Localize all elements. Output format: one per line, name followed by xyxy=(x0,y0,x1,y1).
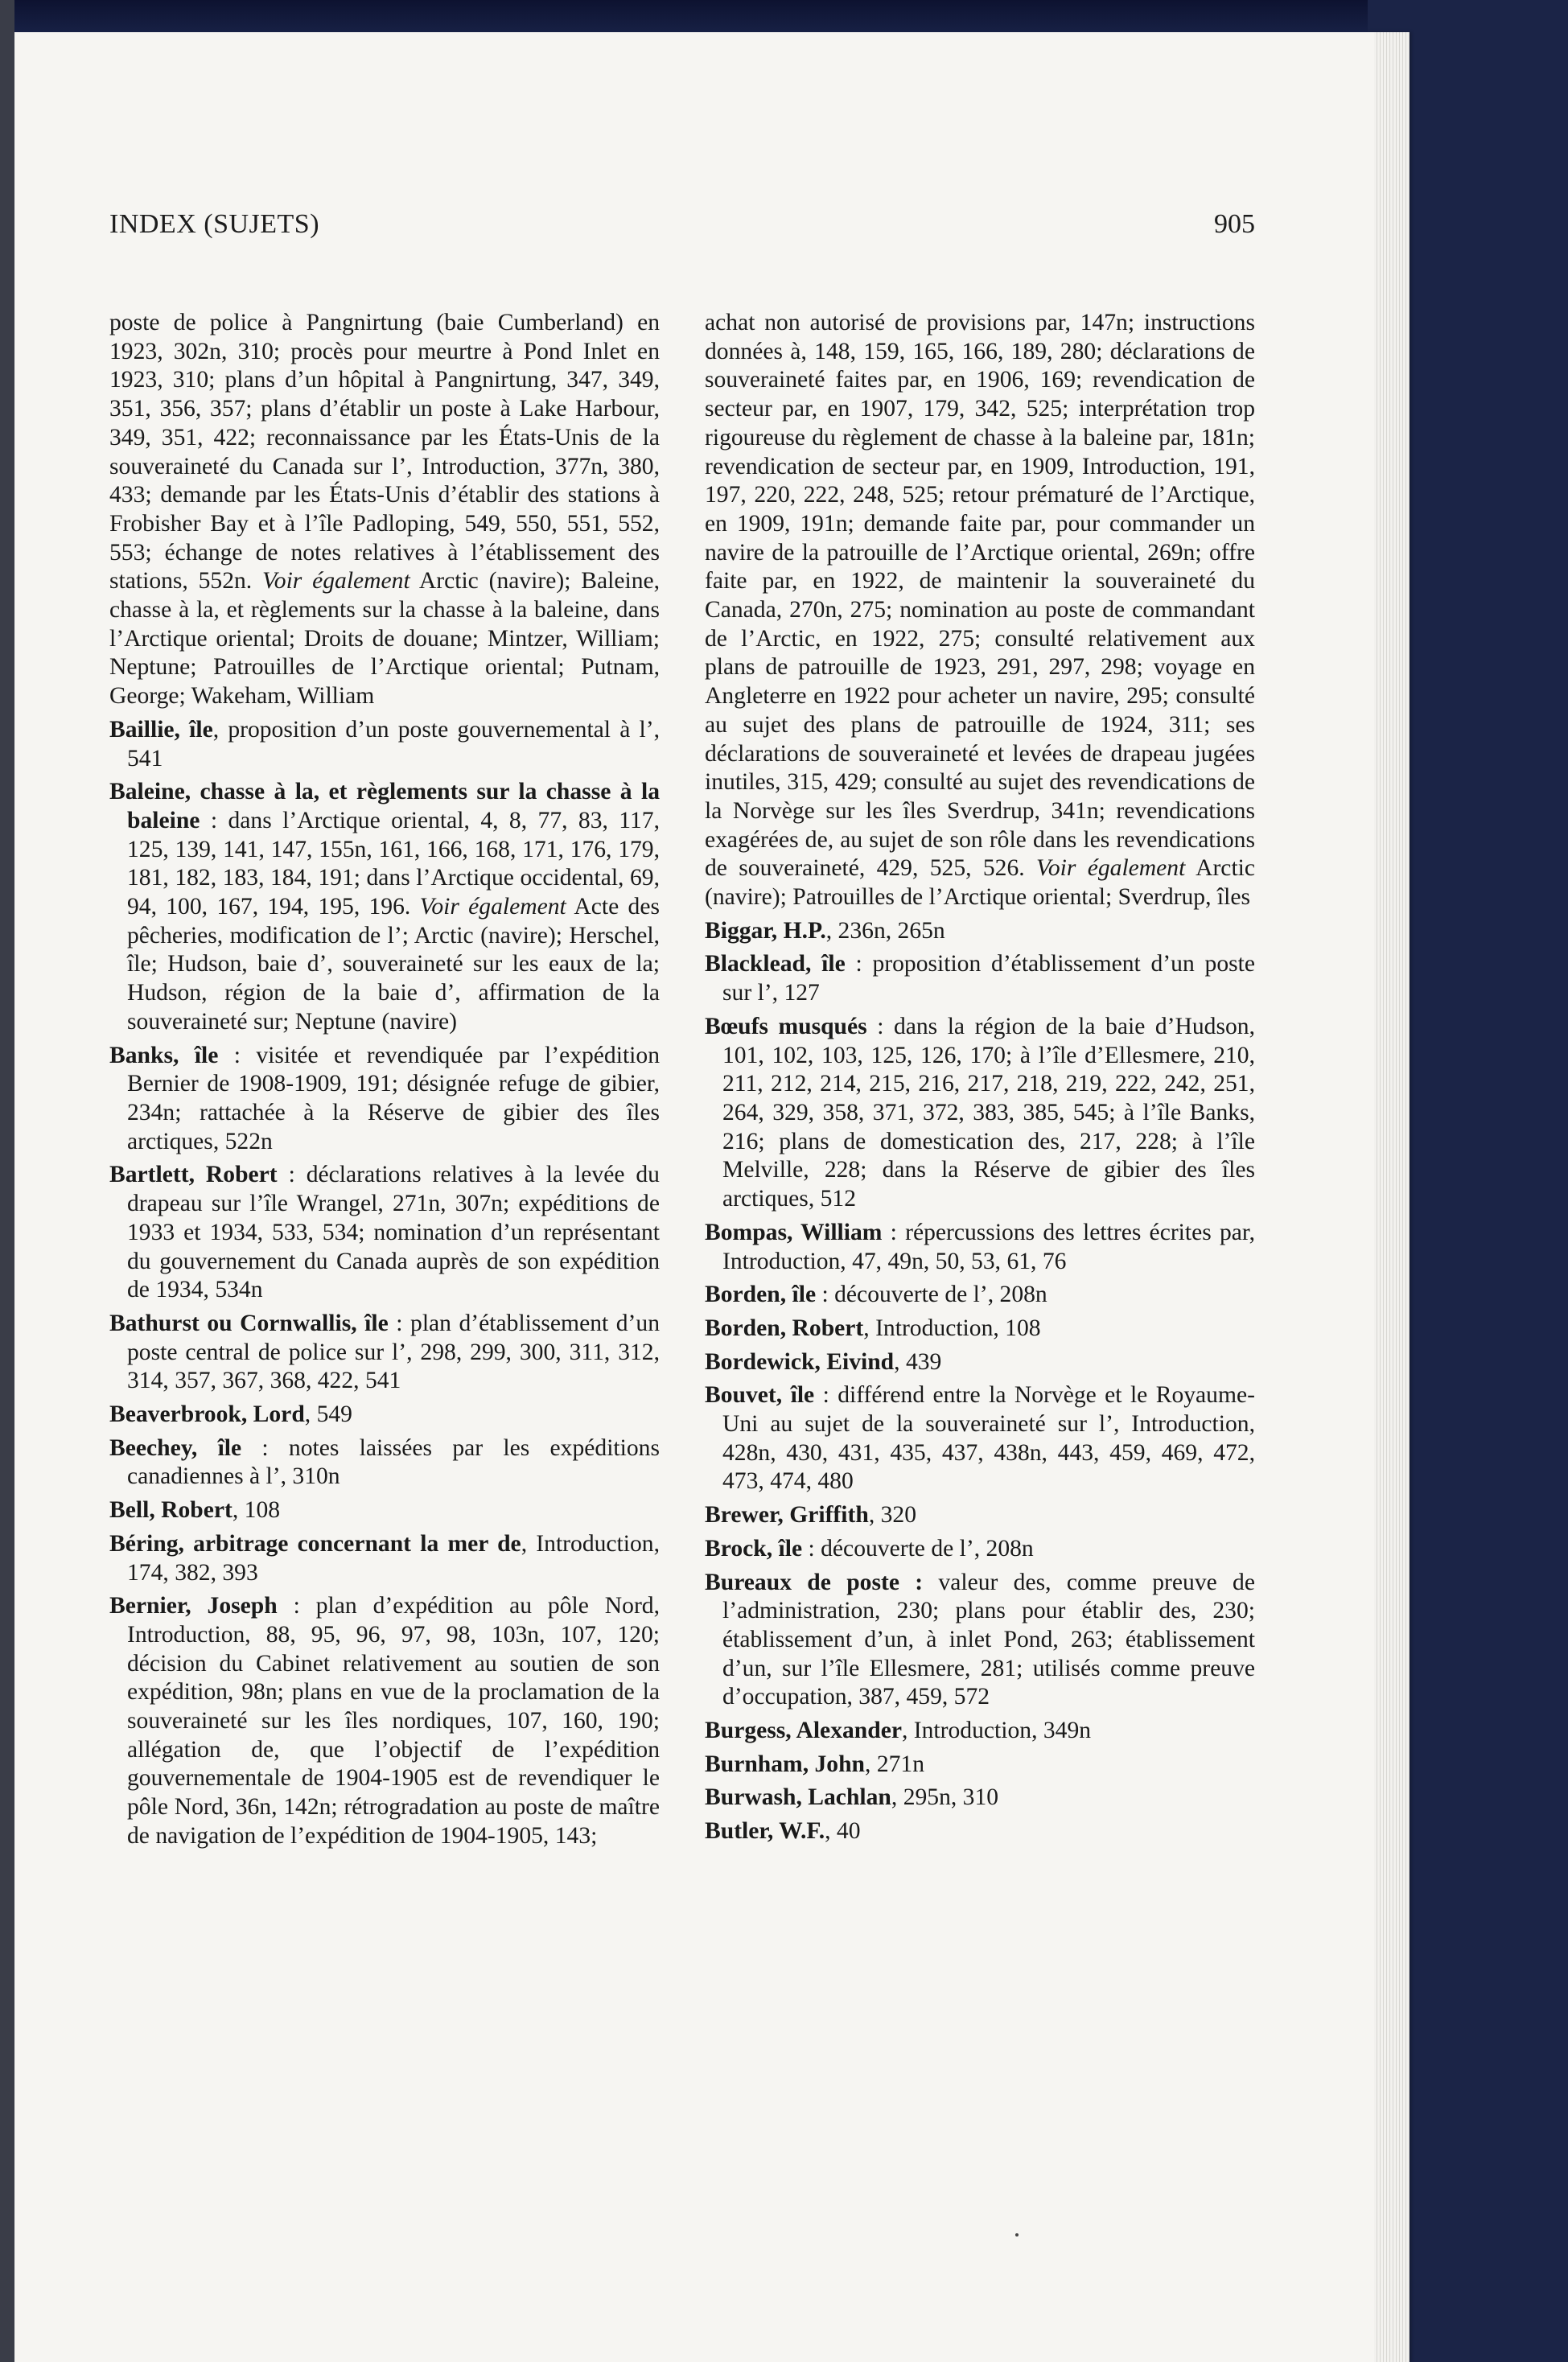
entry-heading: Bernier, Joseph xyxy=(109,1593,278,1619)
entry-heading: Bompas, William xyxy=(705,1219,883,1245)
index-entry xyxy=(109,716,660,773)
entry-heading: Bordewick, Eivind xyxy=(705,1348,895,1375)
running-title: INDEX (SUJETS) xyxy=(109,209,320,239)
index-entry xyxy=(109,309,660,711)
entry-body: , 108 xyxy=(232,1497,281,1524)
entry-heading: Beechey, île xyxy=(109,1434,242,1461)
entry-body: : dans la région de la baie d’Hudson, 101, 102, 103, 125, 126, 170; à l’île d’Ellesmere, 210, 211, 212, 214, 215, 216, 217, 218, 219, 222, 242, 251, 264, 329, 358, 371, 372, 383, 385, 545; à l’île Banks, 216; plans de domestication des, 217, 228; à l’île Melville, 228; dans la Réserve de gibier des îles arctiques, 512 xyxy=(722,1013,1255,1212)
index-entry xyxy=(705,1784,1255,1813)
index-entry xyxy=(109,1310,660,1396)
index-entry xyxy=(705,1569,1255,1713)
entry-body: valeur des, comme preuve de l’administration, 230; plans pour établir des, 230; établissement d’un, à inlet Pond, 263; établissement d’un, sur l’île Ellesmere, 281; utilisés comme preuve d’occupation, 387, 459, 572 xyxy=(722,1569,1255,1710)
entry-heading: Bouvet, île xyxy=(705,1382,815,1409)
cross-reference-body: Acte des pêcheries, modification de l’; Arctic (navire); Herschel, île; Hudson, baie d’, souveraineté sur les eaux de la; Hudson, région de la baie d’, affirmation de la souveraineté sur; Neptune (navire) xyxy=(127,894,661,1035)
cross-reference-label: Voir également xyxy=(261,568,410,595)
entry-heading: Banks, île xyxy=(109,1042,219,1068)
entry-heading: Burnham, John xyxy=(705,1751,866,1777)
index-entry xyxy=(705,309,1255,912)
entry-body: achat non autorisé de provisions par, 147n; instructions données à, 148, 159, 165, 166, 189, 280; déclarations de souveraineté faites par, en 1906, 169; revendication de secteur par, en 1907, 179, 342, 525; interprétation trop rigoureuse du règlement de chasse à la baleine par, 181n; revendication de secteur par, en 1909, Introduction, 191, 197, 220, 222, 248, 525; retour prématuré de l’Arctique, en 1909, 191n; demande faite par, pour commander un navire de la patrouille de l’Arctique oriental, 269n; offre faite par, en 1922, de maintenir la souveraineté du Canada, 270n, 275; nomination au poste de commandant de l’Arctic, en 1922, 275; consulté relativement aux plans de patrouille de 1923, 291, 297, 298; voyage en Angleterre en 1922 pour acheter un navire, 295; consulté au sujet des plans de patrouille de 1924, 311; ses déclarations de souveraineté et levées de drapeau jugées inutiles, 315, 429; consulté au sujet des revendications de la Norvège sur les îles Sverdrup, 341n; revendications exagérées de, au sujet de son rôle dans les revendications de souveraineté, 429, 525, 526. xyxy=(705,310,1255,882)
index-entry xyxy=(705,1348,1255,1377)
entry-heading: Blacklead, île xyxy=(705,951,846,977)
index-entry xyxy=(109,1161,660,1305)
entry-body: : dans l’Arctique oriental, 4, 8, 77, 83, 117, 125, 139, 141, 147, 155n, 161, 166, 168, 171, 176, 179, 181, 182, 183, 184, 191; dans l’Arctique occidental, 69, 94, 100, 167, 194, 195, 196. xyxy=(127,807,660,920)
index-entry xyxy=(705,950,1255,1007)
index-entry xyxy=(109,1496,660,1525)
entry-heading: Burgess, Alexander xyxy=(705,1718,902,1744)
entry-body: poste de police à Pangnirtung (baie Cumberland) en 1923, 302n, 310; procès pour meurtre à Pond Inlet en 1923, 310; plans d’un hôpital à Pangnirtung, 347, 349, 351, 356, 357; plans d’établir un poste à Lake Harbour, 349, 351, 422; reconnaissance par les États-Unis de la souveraineté du Canada sur l’, Introduction, 377n, 380, 433; demande par les États-Unis d’établir des stations à Frobisher Bay et à l’île Padloping, 549, 550, 551, 552, 553; échange de notes relatives à l’établissement des stations, 552n. xyxy=(109,310,660,595)
book-spine-shadow xyxy=(0,0,14,2362)
cross-reference-label: Voir également xyxy=(1036,855,1186,882)
entry-body: , 549 xyxy=(304,1401,352,1428)
entry-body: , 320 xyxy=(868,1502,917,1529)
entry-body: , 295n, 310 xyxy=(891,1784,999,1811)
entry-body: , 271n xyxy=(865,1751,924,1777)
entry-heading: Beaverbrook, Lord xyxy=(109,1401,305,1428)
entry-heading: Bathurst ou Cornwallis, île xyxy=(109,1310,389,1336)
index-entry xyxy=(705,1535,1255,1564)
entry-heading: Butler, W.F. xyxy=(705,1818,825,1845)
entry-body: : notes laissées par les expéditions canadiennes à l’, 310n xyxy=(127,1434,660,1490)
entry-body: : découverte de l’, 208n xyxy=(816,1282,1047,1308)
index-entry xyxy=(109,1042,660,1157)
index-entry xyxy=(109,1592,660,1850)
index-entry xyxy=(109,1530,660,1587)
entry-body: : plan d’expédition au pôle Nord, Introduction, 88, 95, 96, 97, 98, 103n, 107, 120; décision du Cabinet relativement au soutien de son expédition, 98n; plans en vue de la proclamation de la souveraineté sur les îles nordiques, 107, 160, 190; allégation de, que l’objectif de l’expédition gouvernementale de 1904-1905 est de revendiquer le pôle Nord, 36n, 142n; rétrogradation au poste de maître de navigation de l’expédition de 1904-1905, 143; xyxy=(127,1593,660,1849)
index-entry xyxy=(705,1281,1255,1310)
entry-body: , proposition d’un poste gouvernemental à l’, 541 xyxy=(127,716,661,772)
index-entry xyxy=(109,1434,660,1492)
entry-heading: Bartlett, Robert xyxy=(109,1162,278,1188)
cross-reference-label: Voir également xyxy=(419,894,566,920)
index-entry xyxy=(109,778,660,1036)
entry-body: : plan d’établissement d’un poste central de police sur l’, 298, 299, 300, 311, 312, 314, 357, 367, 368, 422, 541 xyxy=(127,1310,660,1394)
index-column-right xyxy=(705,309,1255,1851)
entry-heading: Baillie, île xyxy=(109,716,213,743)
entry-body: : répercussions des lettres écrites par, Introduction, 47, 49n, 50, 53, 61, 76 xyxy=(722,1219,1255,1274)
entry-heading: Brewer, Griffith xyxy=(705,1502,869,1529)
index-column-left xyxy=(109,309,660,1856)
entry-body: , Introduction, 174, 382, 393 xyxy=(127,1530,660,1586)
entry-body: , 236n, 265n xyxy=(825,917,945,944)
index-entry xyxy=(705,1315,1255,1344)
entry-body: : proposition d’établissement d’un poste sur l’, 127 xyxy=(722,951,1255,1006)
entry-heading: Burwash, Lachlan xyxy=(705,1784,891,1811)
index-entry xyxy=(705,1751,1255,1780)
print-speck xyxy=(1015,2233,1019,2236)
entry-heading: Brock, île xyxy=(705,1535,803,1562)
entry-body: : découverte de l’, 208n xyxy=(802,1535,1034,1562)
entry-body: , 40 xyxy=(825,1818,861,1845)
index-entry xyxy=(705,1501,1255,1530)
entry-heading: Baleine, chasse à la, et règlements sur la chasse à la baleine xyxy=(109,779,660,833)
entry-heading: Borden, île xyxy=(705,1282,817,1308)
entry-body: , 439 xyxy=(894,1348,942,1375)
index-entry xyxy=(705,1381,1255,1496)
index-entry xyxy=(705,917,1255,946)
entry-body: , Introduction, 349n xyxy=(901,1718,1092,1744)
entry-heading: Bureaux de poste : xyxy=(705,1569,924,1595)
entry-heading: Biggar, H.P. xyxy=(705,917,826,944)
cross-reference-body: Arctic (navire); Baleine, chasse à la, et règlements sur la chasse à la baleine, dans l’Arctique oriental; Droits de douane; Mintzer, William; Neptune; Patrouilles de l’Arctique oriental; Putnam, George; Wakeham, William xyxy=(109,568,661,710)
entry-heading: Borden, Robert xyxy=(705,1315,864,1341)
entry-heading: Béring, arbitrage concernant la mer de xyxy=(109,1530,521,1557)
cross-reference-body: Arctic (navire); Patrouilles de l’Arctique oriental; Sverdrup, îles xyxy=(705,855,1256,911)
entry-body: , Introduction, 108 xyxy=(863,1315,1041,1341)
entry-heading: Bœufs musqués xyxy=(705,1013,867,1039)
page-number: 905 xyxy=(1214,209,1255,239)
entry-body: : déclarations relatives à la levée du drapeau sur l’île Wrangel, 271n, 307n; expéditions de 1933 et 1934, 533, 534; nomination d’un représentant du gouvernement du Canada auprès de son expédition de 1934, 534n xyxy=(127,1162,660,1303)
entry-body: : différend entre la Norvège et le Royaume-Uni au sujet de la souveraineté sur l’, Introduction, 428n, 430, 431, 435, 437, 438n, 443, 459, 469, 472, 473, 474, 480 xyxy=(722,1382,1255,1495)
entry-body: : visitée et revendiquée par l’expédition Bernier de 1908-1909, 191; désignée refuge de gibier, 234n; rattachée à la Réserve de gibier des îles arctiques, 522n xyxy=(127,1042,660,1154)
index-entry xyxy=(109,1401,660,1430)
index-entry xyxy=(705,1013,1255,1214)
index-entry xyxy=(705,1717,1255,1746)
index-entry xyxy=(705,1219,1255,1276)
entry-heading: Bell, Robert xyxy=(109,1497,233,1524)
index-entry xyxy=(705,1817,1255,1846)
